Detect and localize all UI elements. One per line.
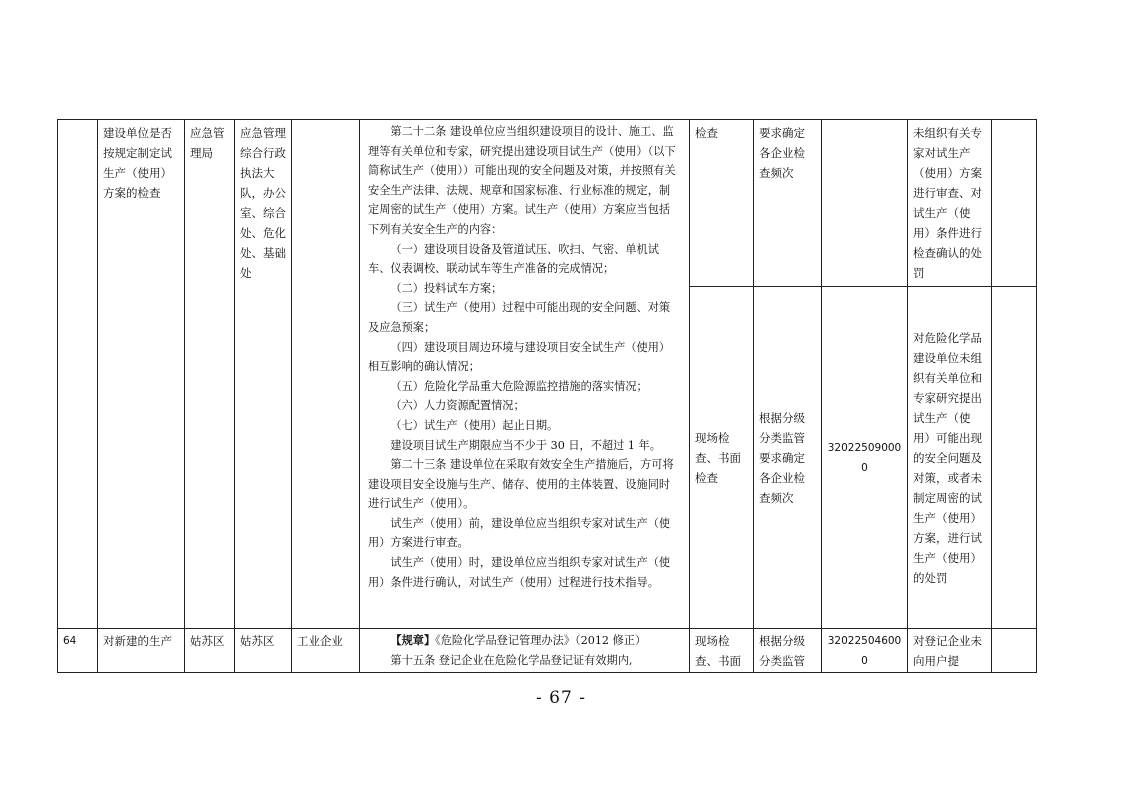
item-code-cell: 320225090000 [822,287,908,629]
law-paragraph: 试生产（使用）前，建设单位应当组织专家对试生产（使用）方案进行审查。 [368,516,671,550]
page-number: - 67 - [536,688,586,708]
law-paragraph: （四）建设项目周边环境与建设项目安全试生产（使用）相互影响的确认情况； [368,340,671,374]
penalty-cell: 对登记企业未向用户提 [908,629,992,673]
law-title: 《危险化学品登记管理办法》（2012 修正） [435,634,647,647]
department-cell: 应急管理局 [185,120,235,629]
check-frequency-cell: 根据分级分类监管 [754,629,822,673]
law-paragraph: （七）试生产（使用）起止日期。 [390,418,559,432]
law-paragraph: （一）建设项目设备及管道试压、吹扫、气密、单机试车、仪表调校、联动试车等生产准备的完成情况； [368,242,659,276]
note-cell [992,629,1037,673]
check-method-cell: 现场检查、书面 [690,629,754,673]
row-number-cell [58,120,98,629]
law-paragraph: 第二十二条 建设单位应当组织建设项目的设计、施工、监理等有关单位和专家，研究提出建设项目试生产（使用）（以下简称试生产（使用））可能出现的安全问题及对策，并按照有关安全生产法律、法规、规章和国家标准、行业标准的规定，制定周密的试生产（使用）方案。试生产（使用）方案应当包括下列有关安全生产的内容： [368,125,676,236]
implementer-cell: 姑苏区 [235,629,292,673]
row-number-cell: 64 [58,629,98,673]
check-frequency-cell: 根据分级分类监管要求确定各企业检查频次 [754,287,822,629]
law-paragraph: 第十五条 登记企业在危险化学品登记证有效期内, [390,653,633,667]
implementer-cell: 应急管理综合行政执法大队，办公室、综合处、危化处、基础处 [235,120,292,629]
law-paragraph: 试生产（使用）时，建设单位应当组织专家对试生产（使用）条件进行确认，对试生产（使用）过程进行技术指导。 [368,556,671,589]
law-basis-cell [360,120,690,629]
law-basis-cell [360,629,690,673]
law-paragraph: 第二十三条 建设单位在采取有效安全生产措施后，方可将建设项目安全设施与生产、储存、使用的主体装置、设施同时进行试生产（使用）。 [368,458,674,511]
check-item-cell: 对新建的生产 [98,629,185,673]
object-cell [292,120,360,629]
item-code-cell [822,120,908,287]
check-frequency-cell: 要求确定各企业检查频次 [754,120,822,287]
law-paragraph: 建设项目试生产期限应当不少于 30 日，不超过 1 年。 [390,438,661,452]
table-row [58,120,1037,287]
penalty-cell: 未组织有关专家对试生产（使用）方案进行审查、对试生产（使用）条件进行检查确认的处罚 [908,120,992,287]
check-method-cell: 现场检查、书面检查 [690,287,754,629]
check-method-cell: 检查 [690,120,754,287]
table-row [58,629,1037,673]
note-cell [992,287,1037,629]
law-title-line [368,631,681,651]
note-cell [992,120,1037,287]
law-type-label: 【规章】 [390,633,436,647]
law-paragraph: （五）危险化学品重大危险源监控措施的落实情况； [390,379,648,393]
check-item-cell: 建设单位是否按规定制定试生产（使用）方案的检查 [98,120,185,629]
item-code-cell: 320225046000 [822,629,908,673]
law-paragraph: （二）投料试车方案； [390,281,503,295]
department-cell: 姑苏区 [185,629,235,673]
penalty-cell: 对危险化学品建设单位未组织有关单位和专家研究提出试生产（使用）可能出现的安全问题及对策，或者未制定周密的试生产（使用）方案，进行试生产（使用）的处罚 [908,287,992,629]
object-cell: 工业企业 [292,629,360,673]
enforcement-table [57,119,1037,673]
law-paragraph: （六）人力资源配置情况； [390,399,525,413]
law-paragraph: （三）试生产（使用）过程中可能出现的安全问题、对策及应急预案； [368,301,671,334]
